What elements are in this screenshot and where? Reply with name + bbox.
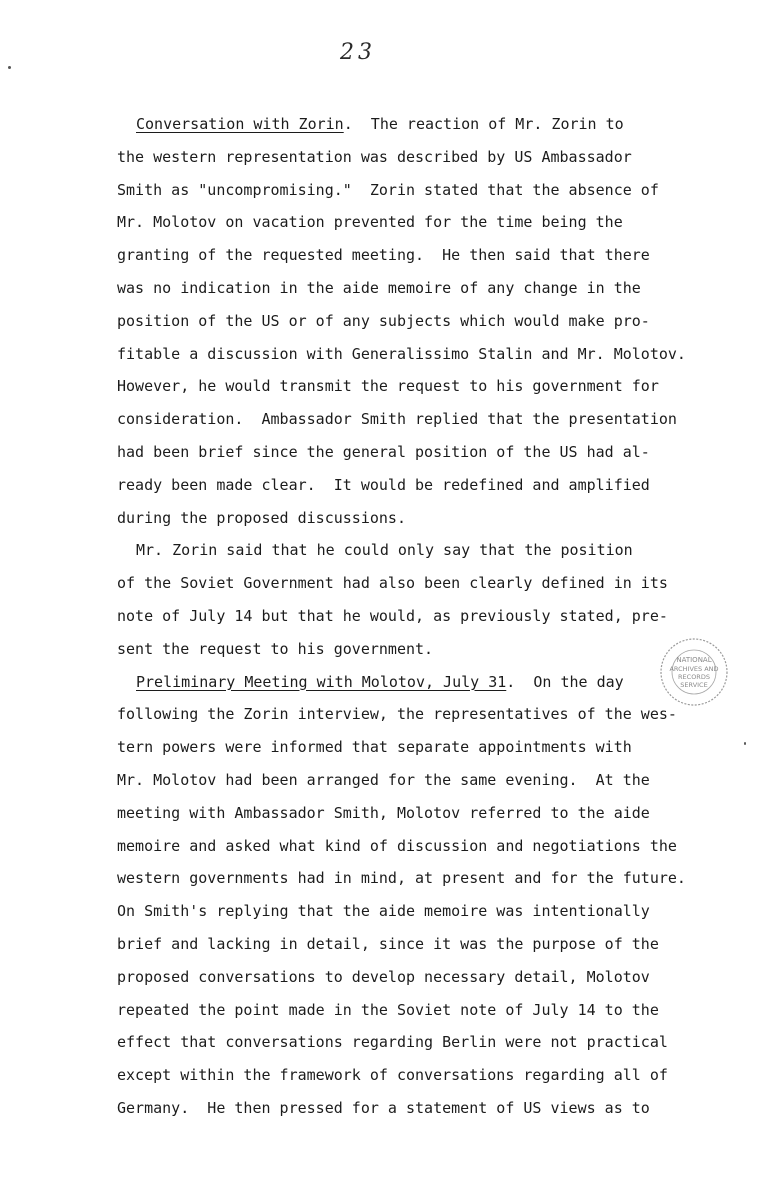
text-line — [117, 239, 757, 272]
text-segment: . On the day — [506, 672, 624, 691]
text-segment: position of the US or of any subjects which would make pro- — [117, 311, 650, 330]
text-segment: On Smith's replying that the aide memoire was intentionally — [117, 902, 650, 921]
text-line — [117, 994, 757, 1027]
text-line — [117, 895, 757, 928]
text-line — [117, 305, 757, 338]
document-body — [117, 108, 757, 1125]
text-line — [117, 567, 757, 600]
text-segment: Smith as "uncompromising." Zorin stated that the absence of — [117, 180, 659, 199]
text-segment: granting of the requested meeting. He then said that there — [117, 246, 650, 265]
text-segment: . The reaction of Mr. Zorin to — [343, 115, 624, 133]
text-line — [117, 797, 757, 830]
text-line — [117, 436, 757, 469]
text-segment: except within the framework of conversations regarding all of — [117, 1066, 668, 1085]
text-line — [117, 403, 757, 436]
stamp-line: NATIONAL — [676, 656, 712, 664]
text-line — [117, 534, 757, 567]
text-line — [117, 928, 757, 961]
text-segment: brief and lacking in detail, since it was the purpose of the — [117, 934, 659, 953]
text-segment: the western representation was described by US Ambassador — [117, 147, 632, 166]
national-archives-stamp — [656, 634, 732, 710]
text-segment: had been brief since the general position of the US had al- — [117, 442, 650, 461]
text-line — [117, 370, 757, 403]
section-heading: Preliminary Meeting with Molotov, July 31 — [136, 672, 507, 691]
text-segment: sent the request to his government. — [117, 639, 434, 658]
text-segment: Mr. Molotov had been arranged for the same evening. At the — [117, 770, 650, 789]
text-segment: meeting with Ambassador Smith, Molotov referred to the aide — [117, 803, 650, 822]
text-line — [117, 1059, 757, 1092]
text-segment: ready been made clear. It would be redefined and amplified — [117, 475, 650, 494]
text-line — [117, 830, 757, 863]
stamp-line: RECORDS — [678, 673, 710, 681]
text-line — [117, 174, 757, 207]
page-number: 23 — [340, 40, 376, 65]
text-segment: was no indication in the aide memoire of any change in the — [117, 278, 641, 297]
stamp-line: ARCHIVES AND — [669, 665, 719, 673]
text-line — [117, 600, 757, 633]
text-segment: fitable a discussion with Generalissimo Stalin and Mr. Molotov. — [117, 344, 686, 363]
text-line — [117, 961, 757, 994]
text-segment: of the Soviet Government had also been clearly defined in its — [117, 574, 668, 593]
text-line — [117, 1026, 757, 1059]
text-line — [117, 862, 757, 895]
text-line — [117, 502, 757, 535]
text-segment: during the proposed discussions. — [117, 508, 406, 527]
section-heading: Conversation with Zorin — [136, 115, 344, 133]
text-segment: repeated the point made in the Soviet note of July 14 to the — [117, 1000, 659, 1019]
text-segment: following the Zorin interview, the representatives of the wes- — [117, 705, 677, 724]
text-line — [117, 731, 757, 764]
text-line — [117, 108, 757, 141]
text-line — [117, 141, 757, 174]
text-line — [117, 272, 757, 305]
text-segment: However, he would transmit the request to his government for — [117, 377, 659, 396]
text-line — [117, 338, 757, 371]
text-segment: tern powers were informed that separate appointments with — [117, 738, 632, 757]
scan-speck — [8, 66, 11, 69]
text-segment: Germany. He then pressed for a statement of US views as to — [117, 1098, 650, 1117]
text-segment: note of July 14 but that he would, as previously stated, pre- — [117, 606, 668, 625]
text-segment: proposed conversations to develop necessary detail, Molotov — [117, 967, 650, 986]
text-segment: memoire and asked what kind of discussion and negotiations the — [117, 836, 677, 855]
text-line — [117, 1092, 757, 1125]
stamp-line: SERVICE — [680, 681, 708, 689]
text-segment: effect that conversations regarding Berlin were not practical — [117, 1033, 668, 1052]
text-line — [117, 206, 757, 239]
text-line — [117, 764, 757, 797]
text-segment: consideration. Ambassador Smith replied that the presentation — [117, 410, 677, 429]
text-line — [117, 469, 757, 502]
text-segment: Mr. Molotov on vacation prevented for the time being the — [117, 213, 623, 232]
scan-speck — [744, 742, 746, 745]
text-segment: western governments had in mind, at present and for the future. — [117, 869, 686, 888]
text-segment: Mr. Zorin said that he could only say that the position — [136, 541, 633, 560]
